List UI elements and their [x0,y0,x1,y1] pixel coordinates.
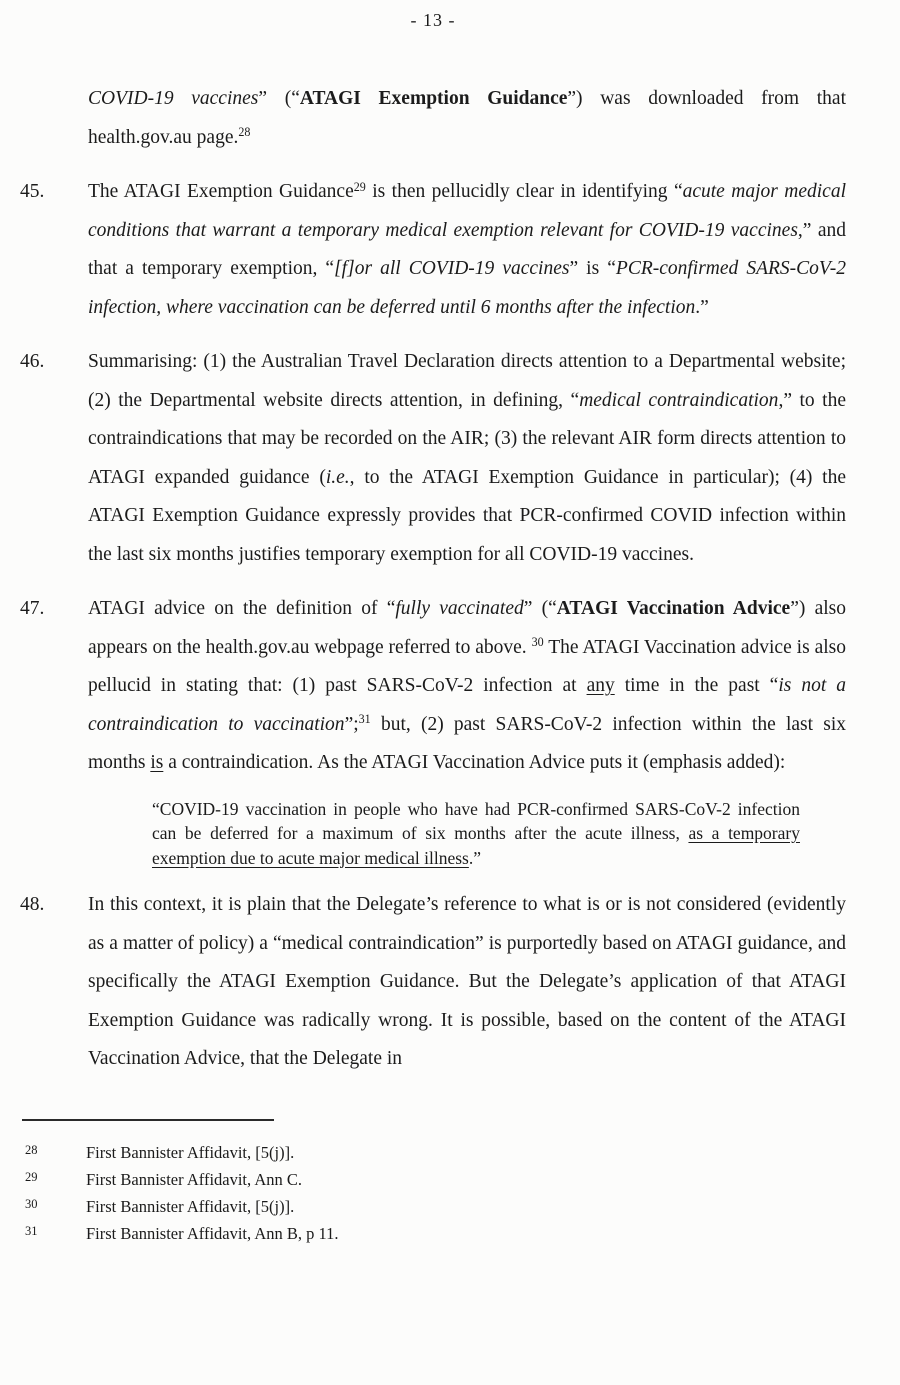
paragraph-text: The ATAGI Exemption Guidance$^{29}$ is then pellucidly clear in identifying “acute major medical conditions that warrant a temporary medical exemption relevant for COVID-19 vaccines,” and that a temporary exemption, “[f]or all COVID-19 vaccines” is “PCR-confirmed SARS-CoV-2 infection, where vaccination can be deferred until 6 months after the infection.” [88,179,847,318]
block-quote: “COVID-19 vaccination in people who have had PCR-confirmed SARS-CoV-2 infection can be deferred for a maximum of six months after the acute illness, as a temporary exemption due to acute major medical illness.” [152,798,800,868]
paragraph-46 [20,343,846,574]
footnote-list [20,1139,846,1247]
footnote-number: 30 [25,1196,38,1211]
paragraph-number: 47. [20,598,45,619]
paragraph-text: In this context, it is plain that the Delegate’s reference to what is or is not considered (evidently as a matter of policy) a “medical contraindication” is purportedly based on ATAGI guidance, and specifically the ATAGI Exemption Guidance. But the Delegate’s application of that ATAGI Exemption Guidance was radically wrong. It is possible, based on the content of the ATAGI Vaccination Advice, that the Delegate in [88,894,846,1069]
paragraph-48 [20,886,846,1079]
footnote-number: 29 [25,1169,38,1184]
footnote [20,1166,846,1193]
paragraph-47 [20,590,846,783]
paragraph-45 [20,173,846,327]
paragraph-text: ATAGI advice on the definition of “fully vaccinated” (“ATAGI Vaccination Advice”) also appears on the health.gov.au webpage referred to above. $^{30}$ The ATAGI Vaccination advice is also pellucid in stating that: (1) past SARS-CoV-2 infection at any time in the past “is not a contraindication to vaccination”;$^{31}$ but, (2) past SARS-CoV-2 infection within the last six months is a contraindication. As the ATAGI Vaccination Advice puts it (emphasis added): [88,598,846,773]
footnote [20,1220,846,1247]
footnote-text: First Bannister Affidavit, Ann C. [86,1169,303,1189]
footnote [20,1139,846,1166]
paragraph-number [20,80,88,157]
paragraph-text: COVID-19 vaccines” (“ATAGI Exemption Guidance”) was downloaded from that health.gov.au page.$^{28}$ [88,88,846,148]
footnote-text: First Bannister Affidavit, Ann B, p 11. [86,1223,339,1243]
paragraph-number: 48. [20,894,45,915]
footnote-separator [22,1119,274,1121]
footnote-section [20,1119,846,1247]
paragraph-number: 45. [20,181,45,202]
paragraph-number: 46. [20,351,45,372]
footnote [20,1193,846,1220]
footnote-text: First Bannister Affidavit, [5(j)]. [86,1196,295,1216]
paragraph-intro [20,80,846,157]
page-number: - 13 - [410,10,456,30]
paragraph-text: Summarising: (1) the Australian Travel Declaration directs attention to a Departmental website; (2) the Departmental website directs attention, in defining, “medical contraindication,” to the contraindications that may be recorded on the AIR; (3) the relevant AIR form directs attention to ATAGI expanded guidance (i.e., to the ATAGI Exemption Guidance in particular); (4) the ATAGI Exemption Guidance expressly provides that PCR-confirmed COVID infection within the last six months justifies temporary exemption for all COVID-19 vaccines. [88,351,847,565]
footnote-number: 31 [25,1223,38,1238]
footnote-number: 28 [25,1142,38,1157]
footnote-text: First Bannister Affidavit, [5(j)]. [86,1142,295,1162]
